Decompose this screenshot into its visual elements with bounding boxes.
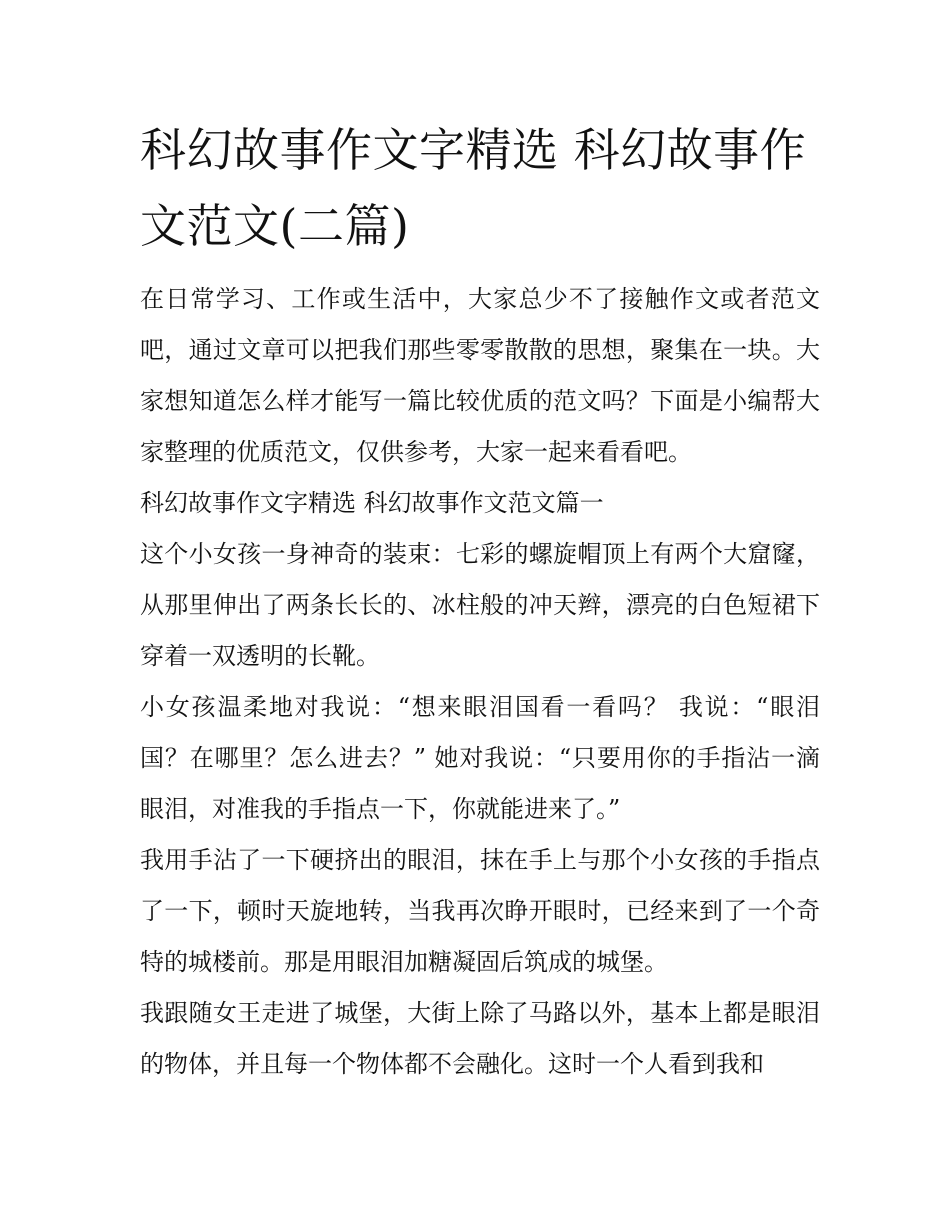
section-heading: 科幻故事作文字精选 科幻故事作文范文篇一 [140,489,604,517]
body-paragraph: 我跟随女王走进了城堡，大街上除了马路以外，基本上都是眼泪的物体，并且每一个物体都不会融化。这时一个人看到我和 [140,999,820,1078]
body-paragraph: 小女孩温柔地对我说：“想来眼泪国看一看吗？ 我说：“眼泪国？在哪里？怎么进去？” 她对我说：“只要用你的手指沾一滴眼泪，对准我的手指点一下，你就能进来了。” [140,693,820,823]
body-paragraph: 我用手沾了一下硬挤出的眼泪，抹在手上与那个小女孩的手指点了一下，顿时天旋地转，当我再次睁开眼时，已经来到了一个奇特的城楼前。那是用眼泪加糖凝固后筑成的城堡。 [140,846,820,976]
document-page [140,112,820,1090]
document-title: 科幻故事作文字精选 科幻故事作文范文(二篇) [140,123,807,253]
intro-paragraph: 在日常学习、工作或生活中，大家总少不了接触作文或者范文吧，通过文章可以把我们那些零零散散的思想，聚集在一块。大家想知道怎么样才能写一篇比较优质的范文吗？下面是小编帮大家整理的优质范文，仅供参考，大家一起来看看吧。 [140,285,820,466]
body-paragraph: 这个小女孩一身神奇的装束：七彩的螺旋帽顶上有两个大窟窿，从那里伸出了两条长长的、冰柱般的冲天辫，漂亮的白色短裙下穿着一双透明的长靴。 [140,540,820,670]
